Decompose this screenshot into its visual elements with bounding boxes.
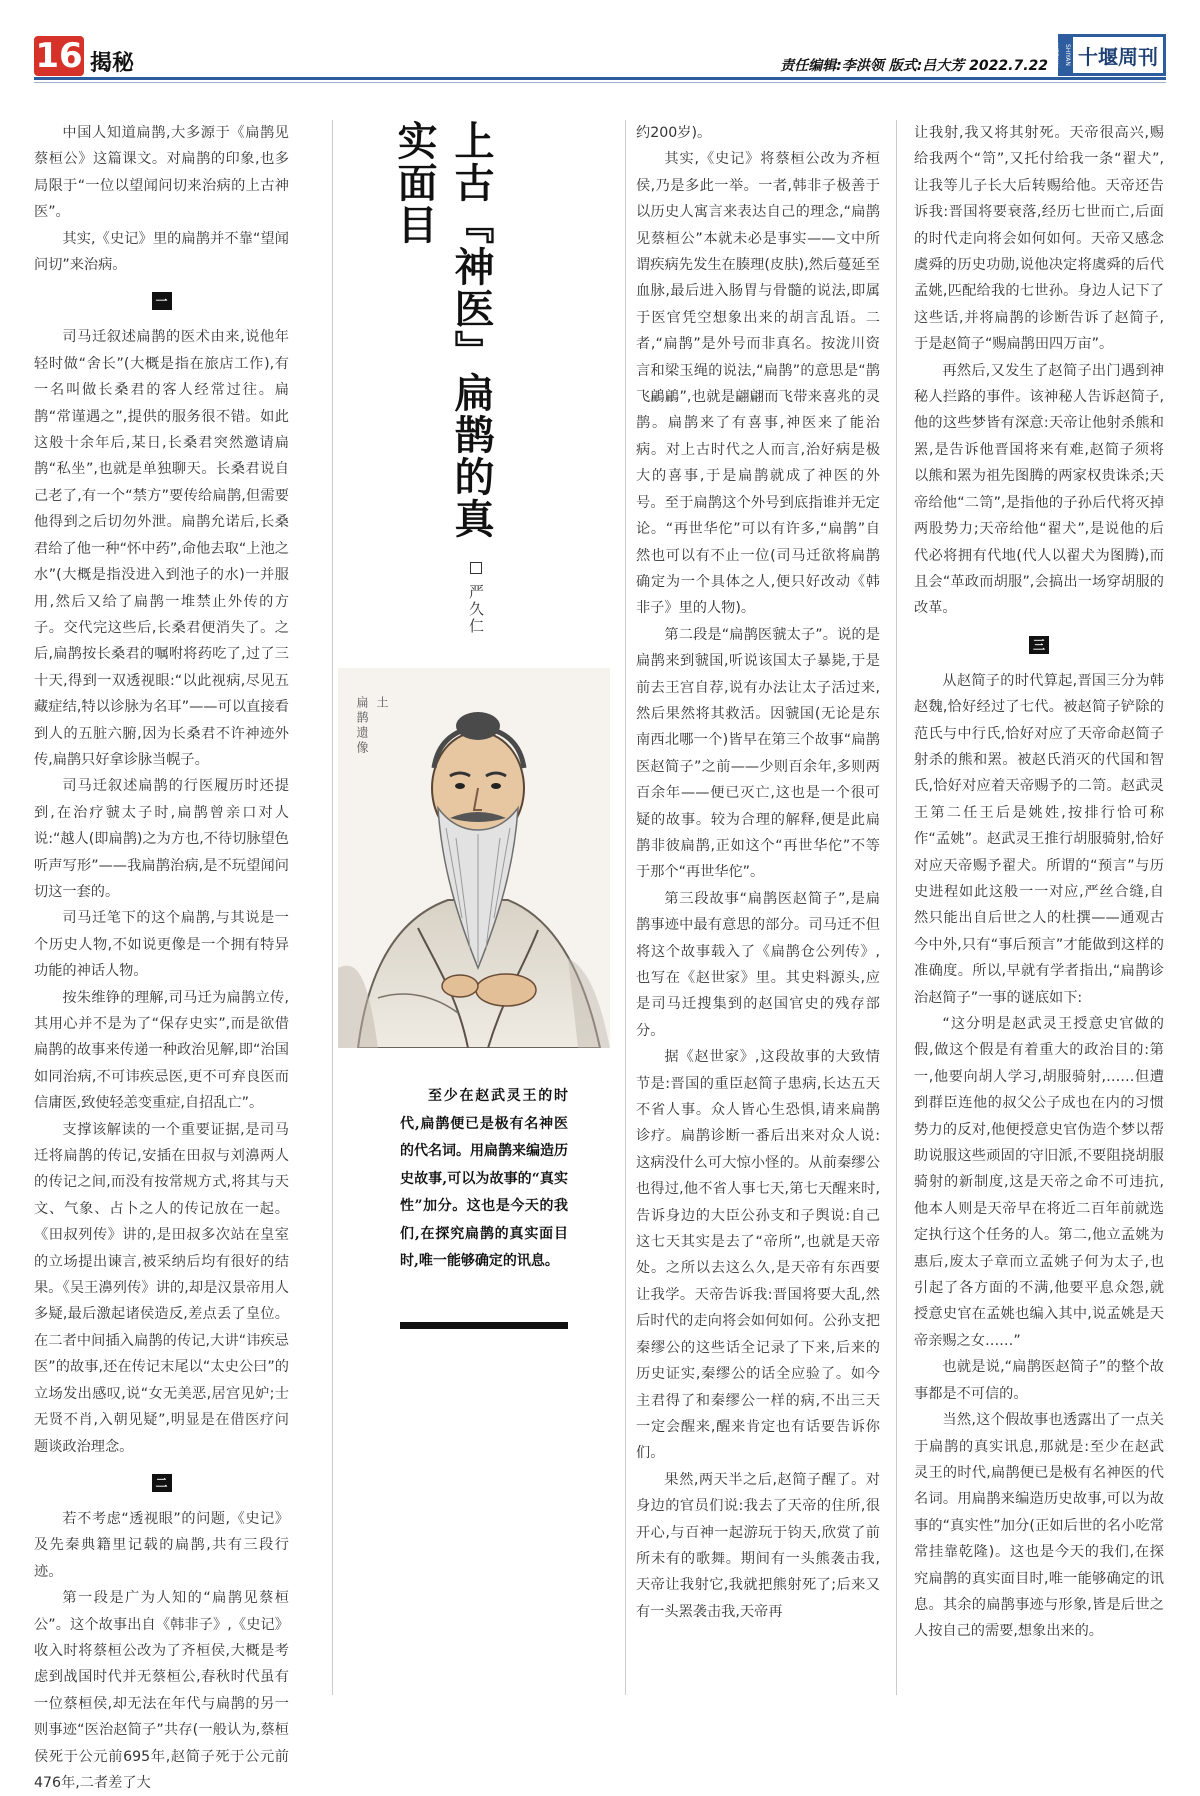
paragraph: 司马迁笔下的这个扁鹊,与其说是一个历史人物,不如说更像是一个拥有特异功能的神话人物。 — [34, 910, 289, 980]
paragraph: 当然,这个假故事也透露出了一点关于扁鹊的真实讯息,那就是:至少在赵武灵王的时代,扁鹊便已是极有名神医的代名词。用扁鹊来编造历史故事,可以为故事的“真实性”加分(正如后世的名小吃常常挂靠乾隆)。这也是今天的我们,在探究扁鹊的真实面目时,唯一能够确定的讯息。其余的扁鹊事迹与形象,皆是后世之人按自己的需要,想象出来的。 — [914, 1412, 1164, 1640]
portrait-drawing — [338, 668, 610, 1048]
pull-quote-rule — [400, 1322, 568, 1329]
paragraph: 也就是说,“扁鹊医赵简子”的整个故事都是不可信的。 — [914, 1359, 1164, 1402]
pull-quote — [400, 1083, 568, 1276]
column-divider — [332, 120, 333, 1695]
pull-quote-text: 至少在赵武灵王的时代,扁鹊便已是极有名神医的代名词。用扁鹊来编造历史故事,可以为故事的“真实性”加分。这也是今天的我们,在探究扁鹊的真实面目时,唯一能够确定的讯息。 — [400, 1088, 568, 1269]
section-name: 揭秘 — [90, 51, 135, 76]
paragraph: 按朱维铮的理解,司马迁为扁鹊立传,其用心并不是为了“保存史实”,而是欲借扁鹊的故事来传递一种政治见解,即“治国如同治病,不可讳疾忌医,更不可弃良医而信庸医,致使轻恙变重症,自招乱亡”。 — [34, 989, 289, 1112]
paragraph: 果然,两天半之后,赵简子醒了。对身边的官员们说:我去了天帝的住所,很开心,与百神一起游玩于钧天,欣赏了前所未有的歌舞。期间有一头熊袭击我,天帝让我射它,我就把熊射死了;后来又有一头罴袭击我,天帝再 — [636, 1471, 880, 1620]
column-divider — [896, 120, 897, 1695]
publication-logo — [1052, 34, 1166, 76]
paragraph: 第二段是“扁鹊医虢太子”。说的是扁鹊来到虢国,听说该国太子暴毙,于是前去王宫自荐,说有办法让太子活过来,然后果然将其救活。因虢国(无论是东南西北哪一个)皆早在第三个故事“扁鹊医赵简子”之前——少则百余年,多则两百余年——便已灭亡,这也是一个很可疑的故事。较为合理的解释,便是此扁鹊非彼扁鹊,正如这个“再世华佗”不等于那个“再世华佗”。 — [636, 626, 880, 881]
paragraph: 中国人知道扁鹊,大多源于《扁鹊见蔡桓公》这篇课文。对扁鹊的印象,也多局限于“一位以望闻问切来治病的上古神医”。 — [34, 125, 289, 221]
logo-side-strip: SHIYAN WEEKLY — [1061, 37, 1073, 73]
article-column-4 — [914, 120, 1164, 1645]
article-title: 上古『神医』扁鹊的真实面目 — [391, 120, 495, 540]
byline — [466, 562, 487, 635]
portrait-signature: 土 — [375, 696, 389, 711]
paragraph: 其实,《史记》里的扁鹊并不靠“望闻问切”来治病。 — [34, 230, 289, 274]
page-number: 16 — [35, 36, 83, 76]
bianque-portrait-image — [338, 668, 610, 1048]
paragraph: 据《赵世家》,这段故事的大致情节是:晋国的重臣赵简子患病,长达五天不省人事。众人皆心生恐惧,请来扁鹊诊疗。扁鹊诊断一番后出来对众人说:这病没什么可大惊小怪的。从前秦缪公也得过,他不省人事七天,第七天醒来时,告诉身边的大臣公孙支和子舆说:自己这七天其实是去了“帝所”,也就是天帝处。之所以去这么久,是天帝有东西要让我学。天帝告诉我:晋国将要大乱,然后时代的走向将会如何如何。公孙支把秦缪公的这些话全记录了下来,后来的历史证实,秦缪公的话全应验了。如今主君得了和秦缪公一样的病,不出三天一定会醒来,醒来肯定也有话要告诉你们。 — [636, 1049, 880, 1462]
author-name: 严久仁 — [467, 583, 485, 635]
paragraph: 第一段是广为人知的“扁鹊见蔡桓公”。这个故事出自《韩非子》,《史记》收入时将蔡桓公改为了齐桓侯,大概是考虑到战国时代并无蔡桓公,春秋时代虽有一位蔡桓侯,却无法在年代与扁鹊的另一则事迹“医治赵简子”共存(一般认为,蔡桓侯死于公元前695年,赵简子死于公元前476年,二者差了大 — [34, 1590, 289, 1791]
portrait-caption: 扁鹊遗像 — [355, 696, 369, 756]
editor-credit-line: 责任编辑:李洪领 版式:吕大芳 2022.7.22 — [780, 58, 1048, 74]
paragraph: 支撑该解读的一个重要证据,是司马迁将扁鹊的传记,安插在田叔与刘濞两人的传记之间,而没有按常规方式,将其与天文、气象、占卜之人的传记放在一起。《田叔列传》讲的,是田叔多次站在皇室的立场提出谏言,被采纳后均有很好的结果。《吴王濞列传》讲的,却是汉景帝用人多疑,最后激起诸侯造反,差点丢了皇位。在二者中间插入扁鹊的传记,大讲“讳疾忌医”的故事,还在传记末尾以“太史公曰”的立场发出感叹,说“女无美恶,居宫见妒;士无贤不肖,入朝见疑”,明显是在借医疗问题谈政治理念。 — [34, 1121, 289, 1455]
paragraph: 让我射,我又将其射死。天帝很高兴,赐给我两个“笥”,又托付给我一条“翟犬”,让我等儿子长大后转赐给他。天帝还告诉我:晋国将要衰落,经历七世而亡,后面的时代走向将会如何如何。天帝又感念虞舜的历史功勋,说他决定将虞舜的后代孟姚,匹配给我的七世孙。身边人记下了这些话,并将扁鹊的诊断告诉了赵简子,于是赵简子“赐扁鹊田四万亩”。 — [914, 125, 1164, 353]
paragraph: 约200岁)。 — [636, 125, 712, 141]
paragraph: 若不考虑“透视眼”的问题,《史记》及先秦典籍里记载的扁鹊,共有三段行迹。 — [34, 1510, 289, 1580]
paragraph: 其实,《史记》将蔡桓公改为齐桓侯,乃是多此一举。一者,韩非子极善于以历史人寓言来表达自己的理念,“扁鹊见蔡桓公”本就未必是事实——文中所谓疾病先发生在腠理(皮肤),然后蔓延至血脉,最后进入肠胃与骨髓的说法,即属于医官凭空想象出来的胡言乱语。二者,“扁鹊”是外号而非真名。按泷川资言和梁玉绳的说法,“扁鹊”的意思是“鹊飞鶣鶣”,也就是翩翩而飞带来喜兆的灵鹊。扁鹊来了有喜事,神医来了能治病。对上古时代之人而言,治好病是极大的喜事,于是扁鹊就成了神医的外号。至于扁鹊这个外号到底指谁并无定论。“再世华佗”可以有许多,“扁鹊”自然也可以有不止一位(司马迁欲将扁鹊确定为一个具体之人,便只好改动《韩非子》里的人物)。 — [636, 151, 880, 617]
paragraph: 第三段故事“扁鹊医赵简子”,是扁鹊事迹中最有意思的部分。司马迁不但将这个故事载入了《扁鹊仓公列传》,也写在《赵世家》里。其史料源头,应是司马迁搜集到的赵国官史的残存部分。 — [636, 890, 880, 1039]
byline-box-icon — [470, 562, 482, 574]
section-marker: 一 — [152, 292, 172, 310]
paragraph: 从赵简子的时代算起,晋国三分为韩赵魏,恰好经过了七代。被赵简子铲除的范氏与中行氏,恰好对应了天帝命赵简子射杀的熊和罴。被赵氏消灭的代国和智氏,恰好对应着天帝赐予的二笥。赵武灵王第二任王后是姚姓,按排行恰可称作“孟姚”。赵武灵王推行胡服骑射,恰好对应天帝赐予翟犬。所谓的“预言”与历史进程如此这般一一对应,严丝合缝,自然只能出自后世之人的杜撰——通观古今中外,只有“事后预言”才能做到这样的准确度。所以,早就有学者指出,“扁鹊诊治赵简子”一事的谜底如下: — [914, 672, 1164, 1006]
paragraph: “这分明是赵武灵王授意史官做的假,做这个假是有着重大的政治目的:第一,他要向胡人学习,胡服骑射,……但遭到群臣连他的叔父公子成也在内的习惯势力的反对,他便授意史官伪造个梦以帮助说服这些顽固的守旧派,不要阻挠胡服骑射的新制度,这是天帝之命不可违抗,他本人则是天帝早在将近二百年前就选定执行这个任务的人。第二,他立孟姚为惠后,废太子章而立孟姚子何为太子,也引起了各方面的不满,他要平息众怨,就授意史官在孟姚也编入其中,说孟姚是天帝亲赐之女……” — [914, 1016, 1164, 1349]
section-marker: 二 — [152, 1474, 172, 1492]
header-rule — [34, 77, 1166, 80]
paragraph: 再然后,又发生了赵简子出门遇到神秘人拦路的事件。该神秘人告诉赵简子,他的这些梦皆有深意:天帝让他射杀熊和罴,是告诉他晋国将来有难,赵简子须将以熊和罴为祖先图腾的两家权贵诛杀;天帝给他“二笥”,是指他的子孙后代将灭掉两股势力;天帝给他“翟犬”,是说他的后代必将拥有代地(代人以翟犬为图腾),而且会“革政而胡服”,会搞出一场穿胡服的改革。 — [914, 362, 1164, 617]
publication-name: 十堰周刊 — [1078, 44, 1158, 69]
header-rule-thin — [34, 82, 1166, 83]
article-column-1 — [34, 120, 289, 1796]
column-divider — [625, 120, 626, 1695]
paragraph: 司马迁叙述扁鹊的行医履历时还提到,在治疗虢太子时,扁鹊曾亲口对人说:“越人(即扁鹊)之为方也,不待切脉望色听声写形”——我扁鹊治病,是不玩望闻问切这一套的。 — [34, 778, 289, 900]
paragraph: 司马迁叙述扁鹊的医术由来,说他年轻时做“舍长”(大概是指在旅店工作),有一名叫做长桑君的客人经常过往。扁鹊“常谨遇之”,提供的服务很不错。如此这般十余年后,某日,长桑君突然邀请扁鹊“私坐”,也就是单独聊天。长桑君说自己老了,有一个“禁方”要传给扁鹊,但需要他得到之后切勿外泄。扁鹊允诺后,长桑君给了他一种“怀中药”,命他去取“上池之水”(大概是指没进入到池子的水)一并服用,然后又给了扁鹊一堆禁止外传的方子。交代完这些后,长桑君便消失了。之后,扁鹊按长桑君的嘱咐将药吃了,过了三十天,得到一双透视眼:“以此视病,尽见五藏症结,特以诊脉为名耳”——可以直接看到人的五脏六腑,因为长桑君不许神迹外传,扁鹊只好拿诊脉当幌子。 — [34, 329, 289, 768]
article-column-3 — [636, 120, 880, 1625]
section-marker: 三 — [1029, 636, 1049, 654]
